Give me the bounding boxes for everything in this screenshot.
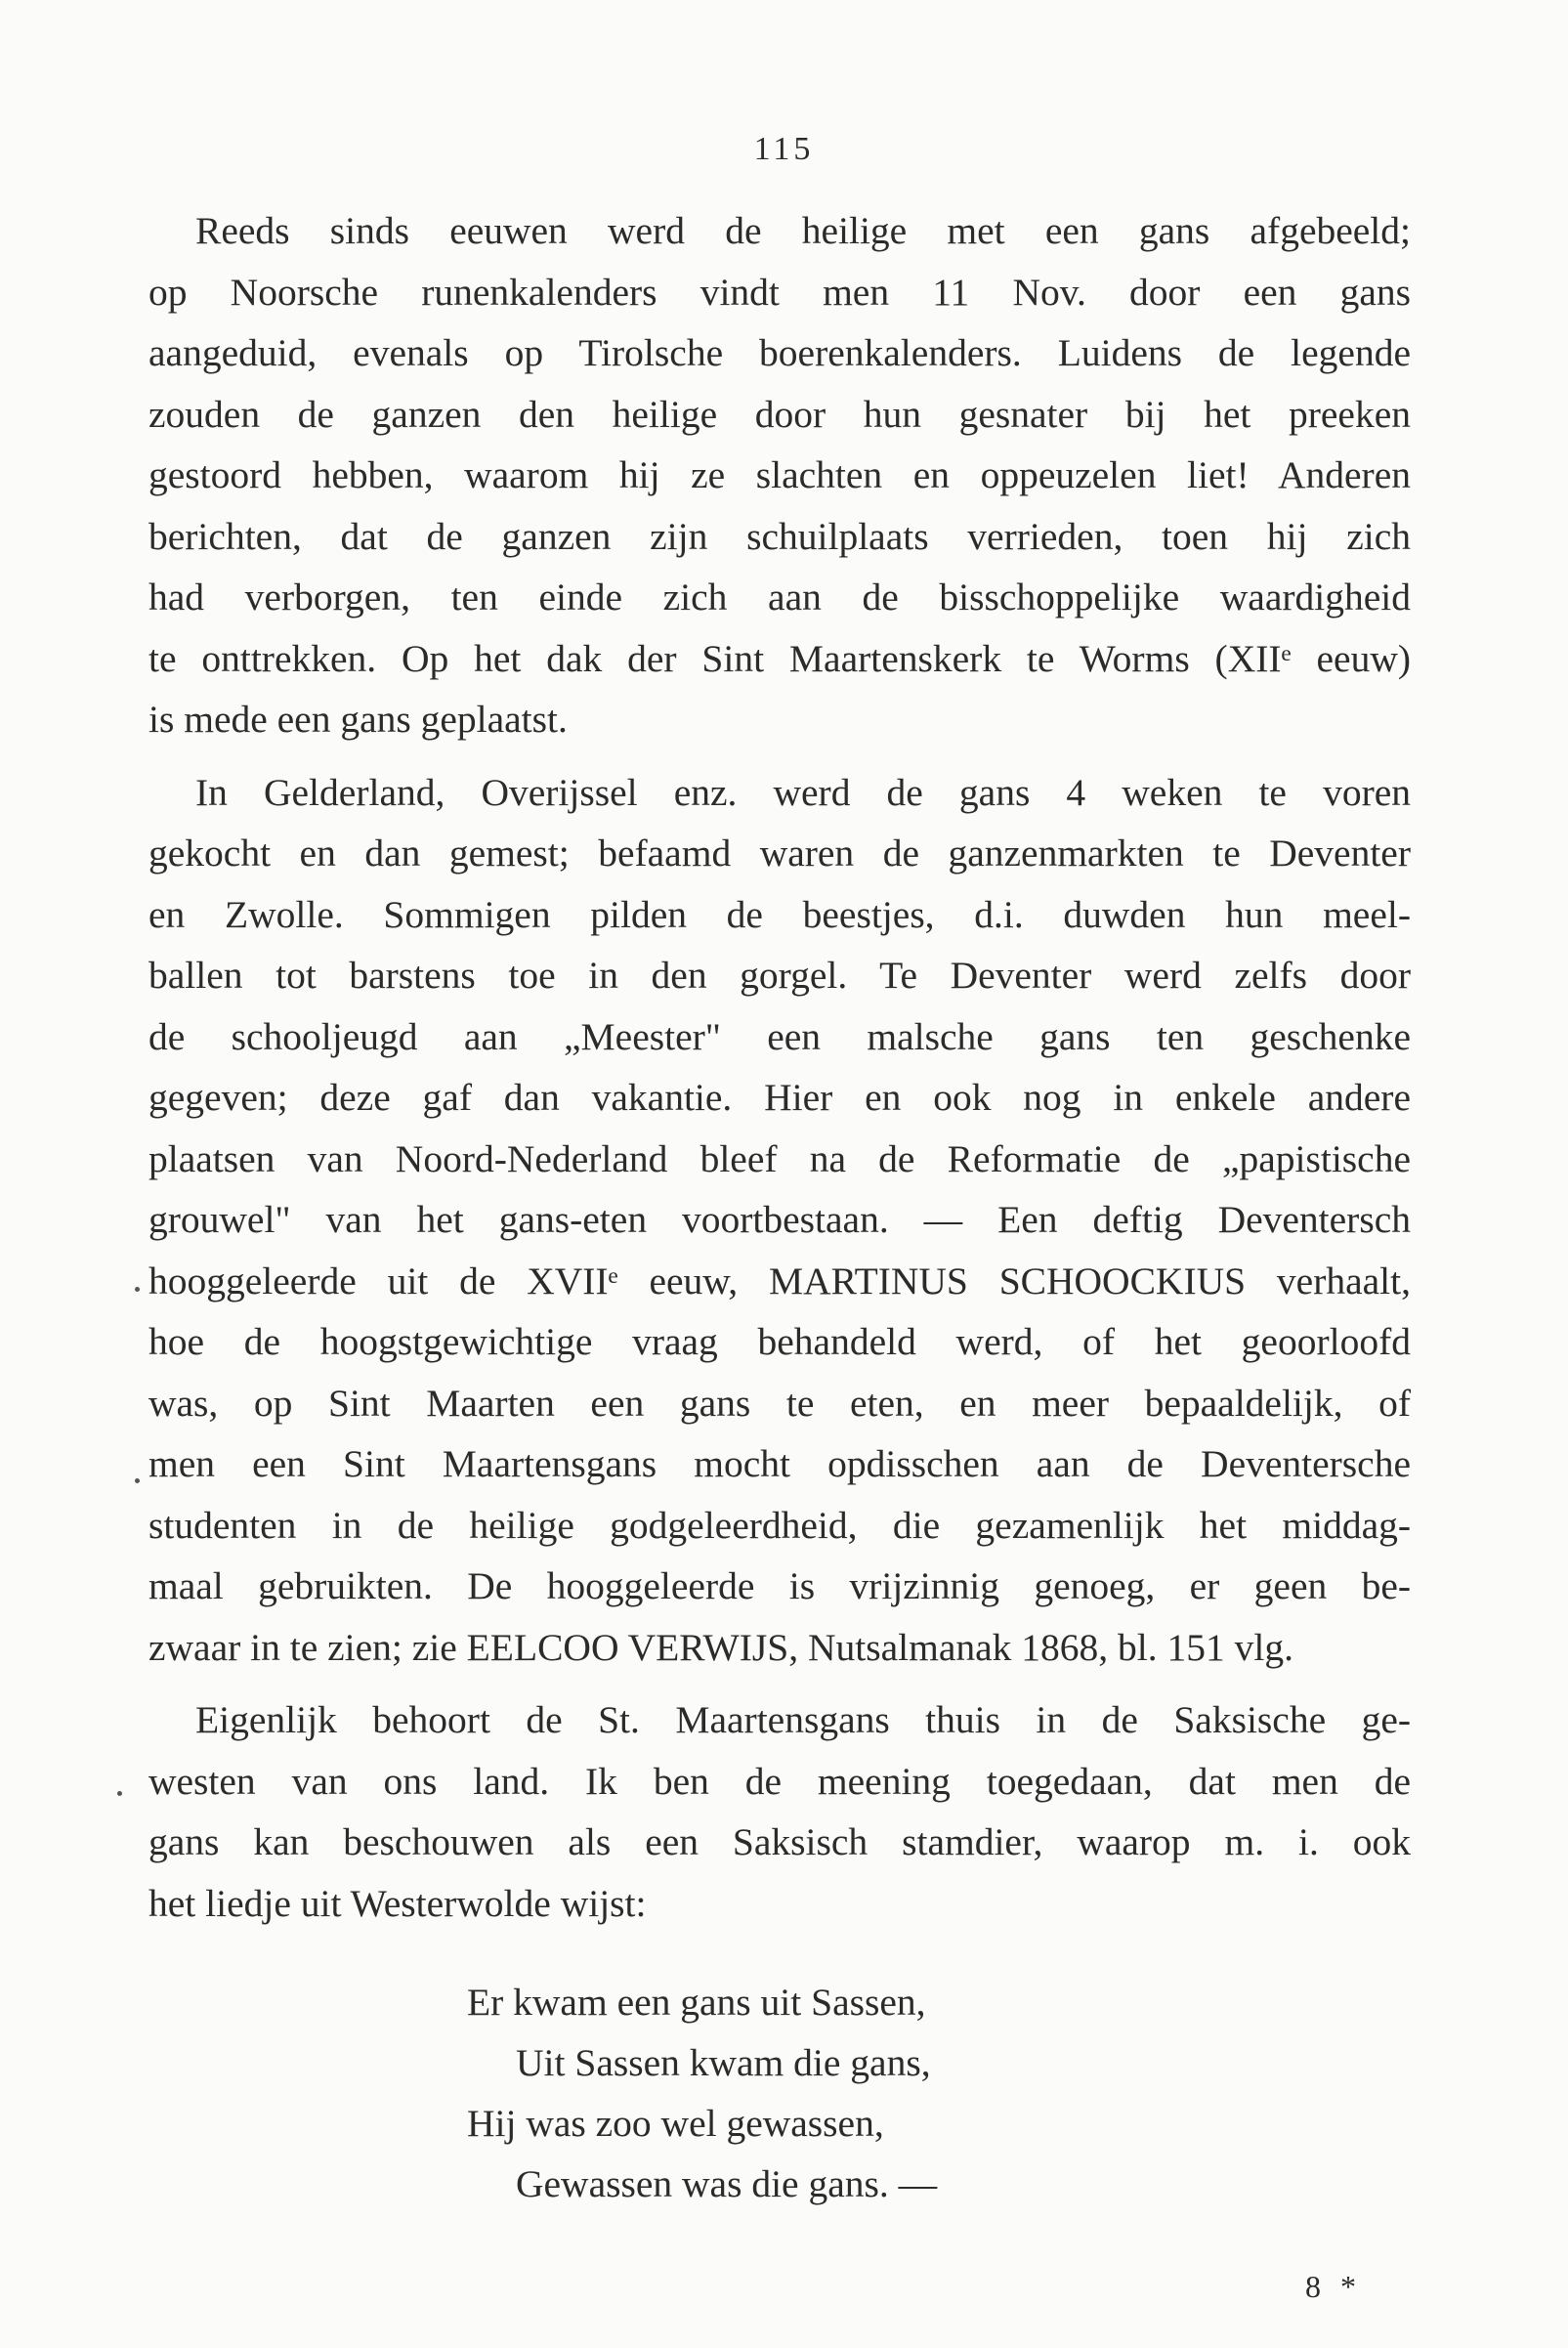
text-line: hoe de hoogstgewichtige vraag behandeld werd, of het geoorloofd <box>148 1320 1411 1363</box>
verse-line: Hij was zoo wel gewassen, <box>467 2102 884 2145</box>
text-line: aangeduid, evenals op Tirolsche boerenkalenders. Luidens de legende <box>148 331 1411 374</box>
text-line: gestoord hebben, waarom hij ze slachten en oppeuzelen liet! Anderen <box>148 453 1411 496</box>
text-line: In Gelderland, Overijssel enz. werd de gans 4 weken te voren <box>195 770 1411 814</box>
text-line: grouwel" van het gans-eten voortbestaan. — Een deftig Deventersch <box>148 1198 1411 1241</box>
text-line: zwaar in te zien; zie EELCOO VERWIJS, Nutsalmanak 1868, bl. 151 vlg. <box>148 1625 1293 1669</box>
text-line: was, op Sint Maarten een gans te eten, en meer bepaaldelijk, of <box>148 1381 1411 1425</box>
signature-mark: 8 * <box>1305 2269 1362 2304</box>
verse-line: Uit Sassen kwam die gans, <box>516 2041 931 2084</box>
text-line: Reeds sinds eeuwen werd de heilige met een gans afgebeeld; <box>195 209 1411 252</box>
text-line: hooggeleerde uit de XVIIᵉ eeuw, MARTINUS SCHOOCKIUS verhaalt, <box>148 1259 1411 1302</box>
paragraph-3 <box>148 1689 1411 1934</box>
margin-speck <box>117 1791 122 1796</box>
text-line: gekocht en dan gemest; befaamd waren de ganzenmarkten te Deventer <box>148 832 1411 875</box>
text-line: en Zwolle. Sommigen pilden de beestjes, d.i. duwden hun meel- <box>148 892 1411 936</box>
margin-speck <box>135 1478 140 1483</box>
text-line: plaatsen van Noord-Nederland bleef na de Reformatie de „papistische <box>148 1136 1411 1180</box>
text-line: gans kan beschouwen als een Saksisch stamdier, waarop m. i. ook <box>148 1820 1411 1863</box>
text-line: maal gebruikten. De hooggeleerde is vrijzinnig genoeg, er geen be- <box>148 1564 1411 1607</box>
text-line: berichten, dat de ganzen zijn schuilplaats verrieden, toen hij zich <box>148 514 1411 558</box>
text-line: Eigenlijk behoort de St. Maartensgans thuis in de Saksische ge- <box>195 1698 1411 1741</box>
text-line: is mede een gans geplaatst. <box>148 698 568 741</box>
text-line: de schooljeugd aan „Meester" een malsche gans ten geschenke <box>148 1014 1411 1058</box>
text-line: te onttrekken. Op het dak der Sint Maartenskerk te Worms (XIIᵉ eeuw) <box>148 636 1411 680</box>
text-line: had verborgen, ten einde zich aan de bisschoppelijke waardigheid <box>148 576 1411 619</box>
text-line: gegeven; deze gaf dan vakantie. Hier en ook nog in enkele andere <box>148 1076 1411 1119</box>
verse-line: Er kwam een gans uit Sassen, <box>467 1981 926 2024</box>
margin-speck <box>135 1287 140 1292</box>
text-line: ballen tot barstens toe in den gorgel. Te Deventer werd zelfs door <box>148 954 1411 997</box>
text-line: het liedje uit Westerwolde wijst: <box>148 1881 647 1925</box>
body-text <box>148 200 1411 1934</box>
text-line: zouden de ganzen den heilige door hun gesnater bij het preeken <box>148 392 1411 436</box>
page-number: 115 <box>753 131 815 167</box>
text-line: op Noorsche runenkalenders vindt men 11 Nov. door een gans <box>148 270 1411 314</box>
text-line: men een Sint Maartensgans mocht opdisschen aan de Deventersche <box>148 1442 1411 1485</box>
paragraph-1 <box>148 200 1411 750</box>
verse-line: Gewassen was die gans. — <box>516 2162 938 2205</box>
verse-block <box>467 1972 1151 2214</box>
text-line: westen van ons land. Ik ben de meening toegedaan, dat men de <box>148 1759 1411 1803</box>
text-line: studenten in de heilige godgeleerdheid, die gezamenlijk het middag- <box>148 1503 1411 1547</box>
paragraph-2 <box>148 762 1411 1679</box>
